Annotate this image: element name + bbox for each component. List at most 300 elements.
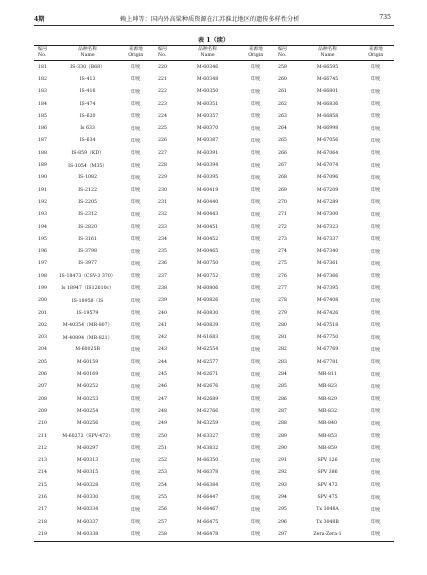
cell-number: 247 [157,396,167,402]
cell-origin: 印度 [251,372,261,378]
col-name-header: 品种名称 [178,46,238,54]
cell-variety-name: Zera-Zera-1 [298,528,358,541]
cell-number: 267 [277,163,287,169]
cell-origin: 印度 [131,261,141,267]
cell-variety-name: M-60752 [196,273,219,279]
cell-variety-name: M-60297 [76,445,99,451]
cell-number: 224 [157,113,167,119]
cell-number: 245 [157,372,167,378]
cell-origin: 印度 [131,237,141,243]
cell-number: 269 [277,187,287,193]
cell-number: 273 [277,236,287,242]
cell-variety-name: M-67408 [316,298,339,304]
cell-origin: 印度 [371,507,381,513]
cell-number: 287 [277,408,287,414]
table-row [34,282,394,294]
cell-number: 292 [277,470,287,476]
table-row [34,184,394,196]
table-row [34,344,394,356]
cell-number: 294 [277,495,287,501]
col-no-header-en: No. [34,53,58,61]
cell-variety-name: IS-19579 [76,310,99,316]
cell-origin: 印度 [131,311,141,317]
cell-origin: 印度 [251,323,261,329]
cell-variety-name: M-67426 [316,310,339,316]
col-name-header-en: Name [298,53,358,61]
cell-origin: 印度 [251,495,261,501]
cell-variety-name: M-40894（MR-821） [62,335,113,341]
cell-variety-name: M-60357 [196,113,219,119]
cell-variety-name: M-67056 [316,138,339,144]
col-no-header: 编号 [154,46,178,54]
cell-origin: 印度 [371,102,381,108]
cell-variety-name: M-66475 [196,519,219,525]
cell-origin: 印度 [371,237,381,243]
cell-variety-name: M-60370 [196,126,219,132]
cell-number: 213 [38,458,47,464]
table-row [34,467,394,479]
cell-variety-name: M-40354（MR-807） [62,323,113,329]
cell-number: 191 [38,187,47,193]
col-name-header-en: Name [58,53,118,61]
cell-number: 242 [157,335,167,341]
cell-origin: 印度 [131,507,141,513]
cell-origin: 印度 [371,434,381,440]
table-row [34,172,394,184]
cell-variety-name: M-60465 [196,249,219,255]
cell-number: 283 [277,359,287,365]
cell-number: 192 [38,199,47,205]
cell-variety-name: M-60395 [196,175,219,181]
cell-origin: 印度 [118,528,154,541]
cell-variety-name: M-60252 [76,384,99,390]
cell-number: 261 [277,89,287,95]
cell-origin: 印度 [371,138,381,144]
cell-number: 182 [38,76,47,82]
germplasm-table [34,45,394,542]
cell-variety-name: M-60348 [196,76,219,82]
cell-variety-name: M-60254 [76,408,99,414]
col-origin-header: 来源地 [238,46,274,54]
cell-variety-name: M-61683 [196,335,219,341]
cell-variety-name: IS-330（B68） [70,65,105,71]
cell-origin: 印度 [371,323,381,329]
cell-variety-name: M-62577 [196,359,219,365]
cell-origin: 印度 [131,188,141,194]
cell-variety-name: M-67395 [316,285,339,291]
table-row [34,504,394,516]
cell-origin: 印度 [371,311,381,317]
table-row [34,135,394,147]
cell-origin: 印度 [251,360,261,366]
table-row [34,405,394,417]
cell-variety-name: M-60440 [196,199,219,205]
cell-variety-name: M-60272（SPV-472） [62,434,113,440]
cell-variety-name: M-60346 [196,64,219,70]
cell-origin: 印度 [131,212,141,218]
cell-origin: 印度 [131,77,141,83]
cell-number: 257 [157,519,167,525]
cell-variety-name: M-60338 [58,528,118,541]
cell-origin: 印度 [251,163,261,169]
cell-number: 263 [277,113,287,119]
table-row [34,393,394,405]
cell-variety-name: IS-1082 [78,175,97,181]
cell-origin: 印度 [371,175,381,181]
col-name-header-en: Name [178,53,238,61]
cell-variety-name: M-62671 [196,372,219,378]
cell-number: 199 [38,285,47,291]
cell-origin: 印度 [251,434,261,440]
cell-variety-name: IS-3161 [78,236,97,242]
cell-number: 196 [38,249,47,255]
cell-number: 198 [38,273,47,279]
cell-origin: 印度 [371,212,381,218]
cell-origin: 印度 [131,335,141,341]
cell-variety-name: M-60350 [196,89,219,95]
cell-variety-name: M-67361 [316,261,339,267]
cell-number: 195 [38,236,47,242]
cell-origin: 印度 [251,347,261,353]
cell-origin: 印度 [371,397,381,403]
cell-origin: 印度 [251,188,261,194]
cell-variety-name: M-66384 [196,482,219,488]
cell-number: 275 [277,261,287,267]
cell-number: 238 [157,285,167,291]
cell-number: 276 [277,273,287,279]
cell-origin: 印度 [251,274,261,280]
cell-origin: 印度 [131,126,141,132]
header-row-cn [34,46,394,54]
cell-origin: 印度 [371,200,381,206]
cell-number: 200 [38,298,47,304]
table-row [34,98,394,110]
cell-number: 208 [38,396,47,402]
header-row-en [34,53,394,61]
cell-origin: 印度 [251,298,261,304]
cell-number: 237 [157,273,167,279]
cell-variety-name: M-60391 [196,150,219,156]
cell-number: 214 [38,470,47,476]
cell-origin: 印度 [371,114,381,120]
cell-number: 181 [38,64,47,70]
cell-variety-name: IS-3798 [78,249,97,255]
cell-number: 197 [38,261,47,267]
cell-origin: 印度 [131,434,141,440]
cell-variety-name: M-66745 [316,76,339,82]
cell-number: 248 [157,408,167,414]
cell-variety-name: M-67750 [316,335,339,341]
cell-origin: 印度 [131,163,141,169]
col-name-header: 品种名称 [298,46,358,54]
cell-origin: 印度 [131,360,141,366]
cell-origin: 印度 [371,495,381,501]
cell-origin: 印度 [131,200,141,206]
cell-number: 285 [277,384,287,390]
table-row [34,491,394,503]
cell-number: 234 [157,236,167,242]
cell-variety-name: MR-840 [318,421,337,427]
cell-origin: 印度 [131,175,141,181]
cell-number: 250 [157,433,167,439]
table-row [34,319,394,331]
cell-variety-name: M-67323 [316,224,339,230]
cell-number: 222 [157,89,167,95]
running-title: 赖上坤等：国内外高粱种质资源在江苏淮北地区的遗传多样性分析 [120,16,300,23]
cell-origin: 印度 [371,360,381,366]
cell-origin: 印度 [251,470,261,476]
cell-number: 289 [277,433,287,439]
table-row [34,245,394,257]
cell-variety-name: IS-18473（CSV-3 370） [59,274,116,280]
cell-number: 216 [38,495,47,501]
table-row [34,528,394,541]
cell-variety-name: IS-634 [79,138,96,144]
cell-origin: 印度 [371,470,381,476]
cell-number: 265 [277,138,287,144]
cell-variety-name: M-62689 [196,396,219,402]
cell-number: 259 [277,64,287,70]
cell-origin: 印度 [131,286,141,292]
cell-origin: 印度 [251,175,261,181]
cell-origin: 印度 [371,372,381,378]
cell-origin: 印度 [131,151,141,157]
table-caption: 表 1（续） [197,37,230,44]
cell-variety-name: M-60315 [76,470,99,476]
cell-variety-name: Tx 3048A [316,507,339,513]
cell-number: 226 [157,138,167,144]
cell-origin: 印度 [371,261,381,267]
cell-variety-name: M-66467 [196,507,219,513]
cell-number: 290 [277,445,287,451]
cell-number: 220 [157,64,167,70]
cell-origin: 印度 [131,298,141,304]
cell-origin: 印度 [251,65,261,71]
cell-variety-name: M-66998 [316,126,339,132]
col-no-header-en: No. [274,53,298,61]
cell-origin: 印度 [131,495,141,501]
cell-origin: 印度 [251,126,261,132]
col-origin-header: 来源地 [118,46,154,54]
table-row [34,147,394,159]
cell-variety-name: M-66478 [178,528,238,541]
cell-variety-name: IS-474 [79,101,96,107]
cell-number: 207 [38,384,47,390]
cell-number: 293 [277,482,287,488]
cell-origin: 印度 [251,483,261,489]
cell-number: 284 [277,372,287,378]
cell-number: 190 [38,175,47,181]
cell-number: 231 [157,199,167,205]
table-body [34,61,394,542]
cell-number: 297 [274,528,298,541]
cell-variety-name: M-62766 [196,408,219,414]
cell-variety-name: M-60394 [196,163,219,169]
cell-number: 295 [277,507,287,513]
cell-origin: 印度 [251,286,261,292]
table-row [34,110,394,122]
cell-number: 252 [157,458,167,464]
cell-number: 206 [38,372,47,378]
page-number: 735 [379,14,391,21]
cell-number: 232 [157,212,167,218]
cell-number: 264 [277,126,287,132]
cell-origin: 印度 [131,89,141,95]
cell-origin: 印度 [371,421,381,427]
cell-origin: 印度 [131,421,141,427]
cell-origin: 印度 [371,65,381,71]
cell-number: 255 [157,495,167,501]
cell-variety-name: M-67366 [316,273,339,279]
cell-variety-name: M-66350 [196,458,219,464]
cell-origin: 印度 [371,274,381,280]
cell-variety-name: M-67096 [316,175,339,181]
cell-number: 251 [157,445,167,451]
table-row [34,295,394,307]
cell-variety-name: M-60451 [196,224,219,230]
cell-number: 229 [157,175,167,181]
cell-number: 272 [277,224,287,230]
cell-number: 230 [157,187,167,193]
cell-origin: 印度 [251,77,261,83]
cell-number: 201 [38,310,47,316]
table-row [34,430,394,442]
cell-origin: 印度 [131,409,141,415]
cell-origin: 印度 [251,421,261,427]
cell-origin: 印度 [371,286,381,292]
cell-variety-name: IS-2820 [78,224,97,230]
cell-variety-name: MR-829 [318,396,337,402]
cell-origin: 印度 [251,409,261,415]
cell-origin: 印度 [131,249,141,255]
cell-number: 244 [157,359,167,365]
cell-origin: 印度 [131,225,141,230]
cell-origin: 印度 [251,249,261,255]
col-name-header: 品种名称 [58,46,118,54]
table-row [34,86,394,98]
cell-number: 223 [157,101,167,107]
cell-origin: 印度 [251,384,261,390]
col-origin-header-en: Origin [358,53,394,61]
cell-variety-name: M-63327 [196,433,219,439]
cell-number: 228 [157,163,167,169]
cell-variety-name: M-66858 [316,113,339,119]
cell-origin: 印度 [131,114,141,120]
cell-number: 256 [157,507,167,513]
table-row [34,159,394,171]
cell-variety-name: M-63259 [196,421,219,427]
cell-variety-name: M-67074 [316,163,339,169]
col-no-header: 编号 [274,46,298,54]
cell-origin: 印度 [251,138,261,144]
cell-variety-name: M-60169 [76,372,99,378]
table-row [34,307,394,319]
cell-variety-name: IS-416 [79,89,96,95]
cell-variety-name: M-60387 [196,138,219,144]
cell-origin: 印度 [358,528,394,541]
cell-variety-name: MR-859 [318,445,337,451]
col-no-header-en: No. [154,53,178,61]
cell-variety-name: M-60328 [76,482,99,488]
cell-origin: 印度 [251,446,261,452]
cell-variety-name: M-60839 [196,322,219,328]
cell-origin: 印度 [371,89,381,95]
cell-origin: 印度 [131,323,141,329]
cell-number: 184 [38,101,47,107]
cell-number: 282 [277,347,287,353]
cell-variety-name: M-60330 [76,495,99,501]
cell-origin: 印度 [131,65,141,71]
cell-variety-name: Is 18947（IS12610c） [61,286,114,292]
cell-origin: 印度 [371,225,381,230]
table-row [34,221,394,233]
cell-variety-name: Tx 3048B [316,519,339,525]
cell-variety-name: M-66595 [316,64,339,70]
cell-number: 187 [38,138,47,144]
cell-number: 277 [277,285,287,291]
cell-number: 225 [157,126,167,132]
cell-number: 210 [38,421,47,427]
cell-variety-name: IS-620 [79,113,96,119]
col-origin-header-en: Origin [238,53,274,61]
cell-origin: 印度 [131,458,141,464]
cell-origin: 印度 [131,520,141,526]
cell-number: 280 [277,322,287,328]
cell-origin: 印度 [371,409,381,415]
cell-number: 262 [277,101,287,107]
cell-variety-name: M-60313 [76,458,99,464]
cell-variety-name: M-60806 [196,285,219,291]
cell-origin: 印度 [131,384,141,390]
cell-number: 266 [277,150,287,156]
cell-variety-name: IS-3977 [78,261,97,267]
cell-origin: 印度 [251,335,261,341]
cell-variety-name: M-67064 [316,150,339,156]
table-row [34,356,394,368]
cell-variety-name: IS-859（KD） [71,151,104,157]
col-no-header: 编号 [34,46,58,54]
cell-origin: 印度 [131,372,141,378]
cell-origin: 印度 [251,225,261,230]
cell-variety-name: IS-2312 [78,212,97,218]
running-header [0,14,427,24]
cell-variety-name: MR-811 [318,372,337,378]
cell-number: 188 [38,150,47,156]
cell-number: 202 [38,322,47,328]
cell-number: 227 [157,150,167,156]
cell-variety-name: M-67300 [316,212,339,218]
col-origin-header: 来源地 [358,46,394,54]
col-origin-header-en: Origin [118,53,154,61]
cell-origin: 印度 [371,163,381,169]
issue-number: 4期 [34,16,45,23]
cell-variety-name: M-60750 [196,261,219,267]
cell-origin: 印度 [371,151,381,157]
cell-origin: 印度 [371,520,381,526]
cell-number: 296 [277,519,287,525]
cell-variety-name: M-67340 [316,249,339,255]
table-row [34,270,394,282]
cell-origin: 印度 [371,483,381,489]
cell-variety-name: M-60826 [196,298,219,304]
cell-number: 249 [157,421,167,427]
cell-variety-name: MR-823 [318,384,337,390]
cell-origin: 印度 [371,298,381,304]
cell-origin: 印度 [131,138,141,144]
cell-number: 189 [38,163,47,169]
table-row [34,381,394,393]
cell-origin: 印度 [251,212,261,218]
